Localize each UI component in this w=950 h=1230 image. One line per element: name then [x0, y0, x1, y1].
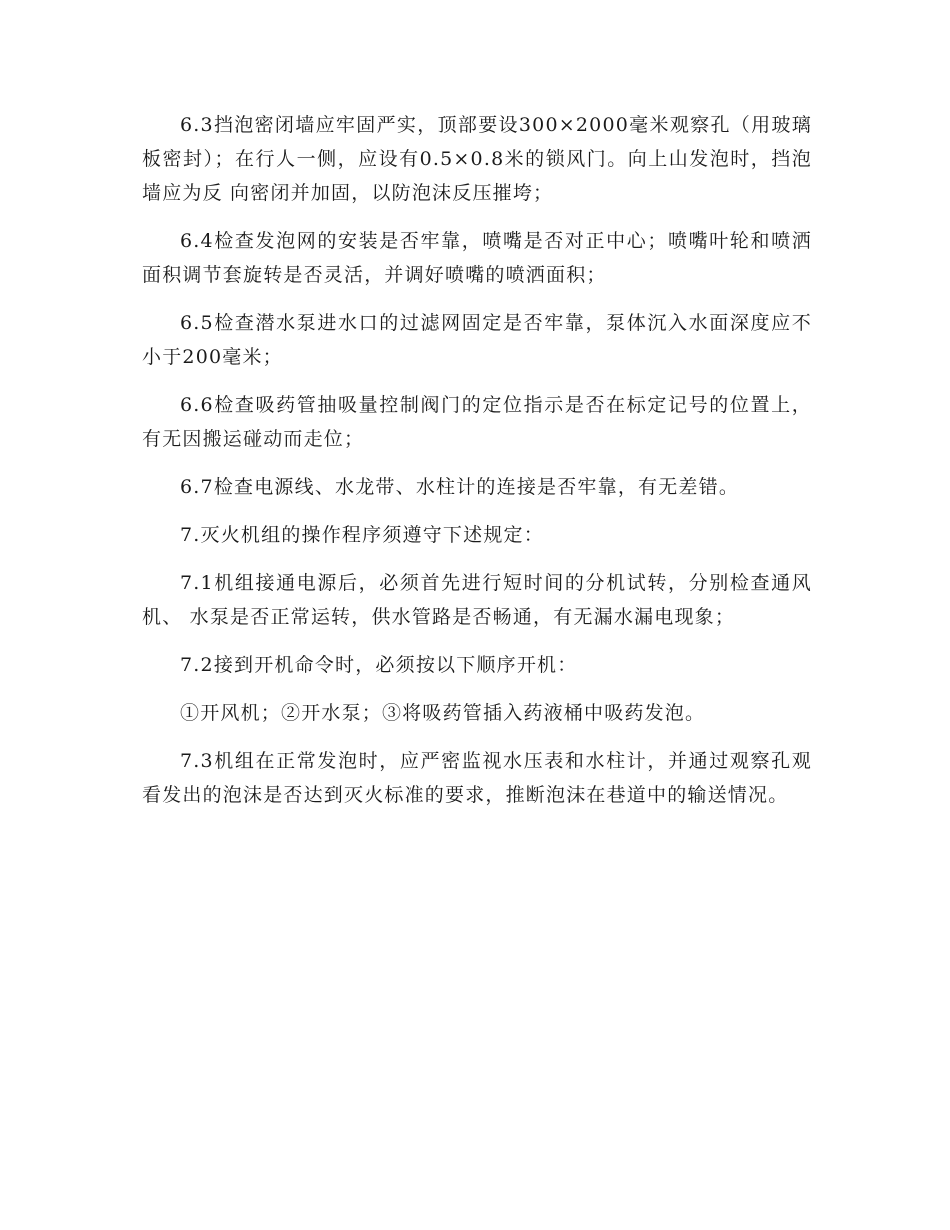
- paragraph-6-7: 6.7检查电源线、水龙带、水柱计的连接是否牢靠，有无差错。: [180, 476, 740, 498]
- document-body: [142, 108, 812, 826]
- paragraph-7-2: 7.2接到开机命令时，必须按以下顺序开机：: [180, 654, 578, 676]
- paragraph-6-3: 6.3挡泡密闭墙应牢固严实，顶部要设300×2000毫米观察孔（用玻璃板密封）；在行人一侧，应设有0.5×0.8米的锁风门。向上山发泡时，挡泡墙应为反 向密闭并加固，以防泡沫反压摧垮；: [142, 114, 812, 204]
- paragraph-6-6: 6.6检查吸药管抽吸量控制阀门的定位指示是否在标定记号的位置上，有无因搬运碰动而走位；: [142, 394, 812, 450]
- paragraph-7-3: 7.3机组在正常发泡时，应严密监视水压表和水柱计，并通过观察孔观看发出的泡沫是否达到灭火标准的要求，推断泡沫在巷道中的输送情况。: [142, 750, 812, 806]
- paragraph-7-1: 7.1机组接通电源后，必须首先进行短时间的分机试转，分别检查通风机、 水泵是否正常运转，供水管路是否畅通，有无漏水漏电现象；: [142, 572, 812, 628]
- paragraph-7: 7.灭火机组的操作程序须遵守下述规定：: [180, 524, 544, 546]
- paragraph-6-5: 6.5检查潜水泵进水口的过滤网固定是否牢靠，泵体沉入水面深度应不小于200毫米；: [142, 312, 812, 368]
- paragraph-6-4: 6.4检查发泡网的安装是否牢靠，喷嘴是否对正中心；喷嘴叶轮和喷洒面积调节套旋转是否灵活，并调好喷嘴的喷洒面积；: [142, 230, 812, 286]
- paragraph-7-2-steps: ①开风机；②开水泵；③将吸药管插入药液桶中吸药发泡。: [180, 702, 706, 724]
